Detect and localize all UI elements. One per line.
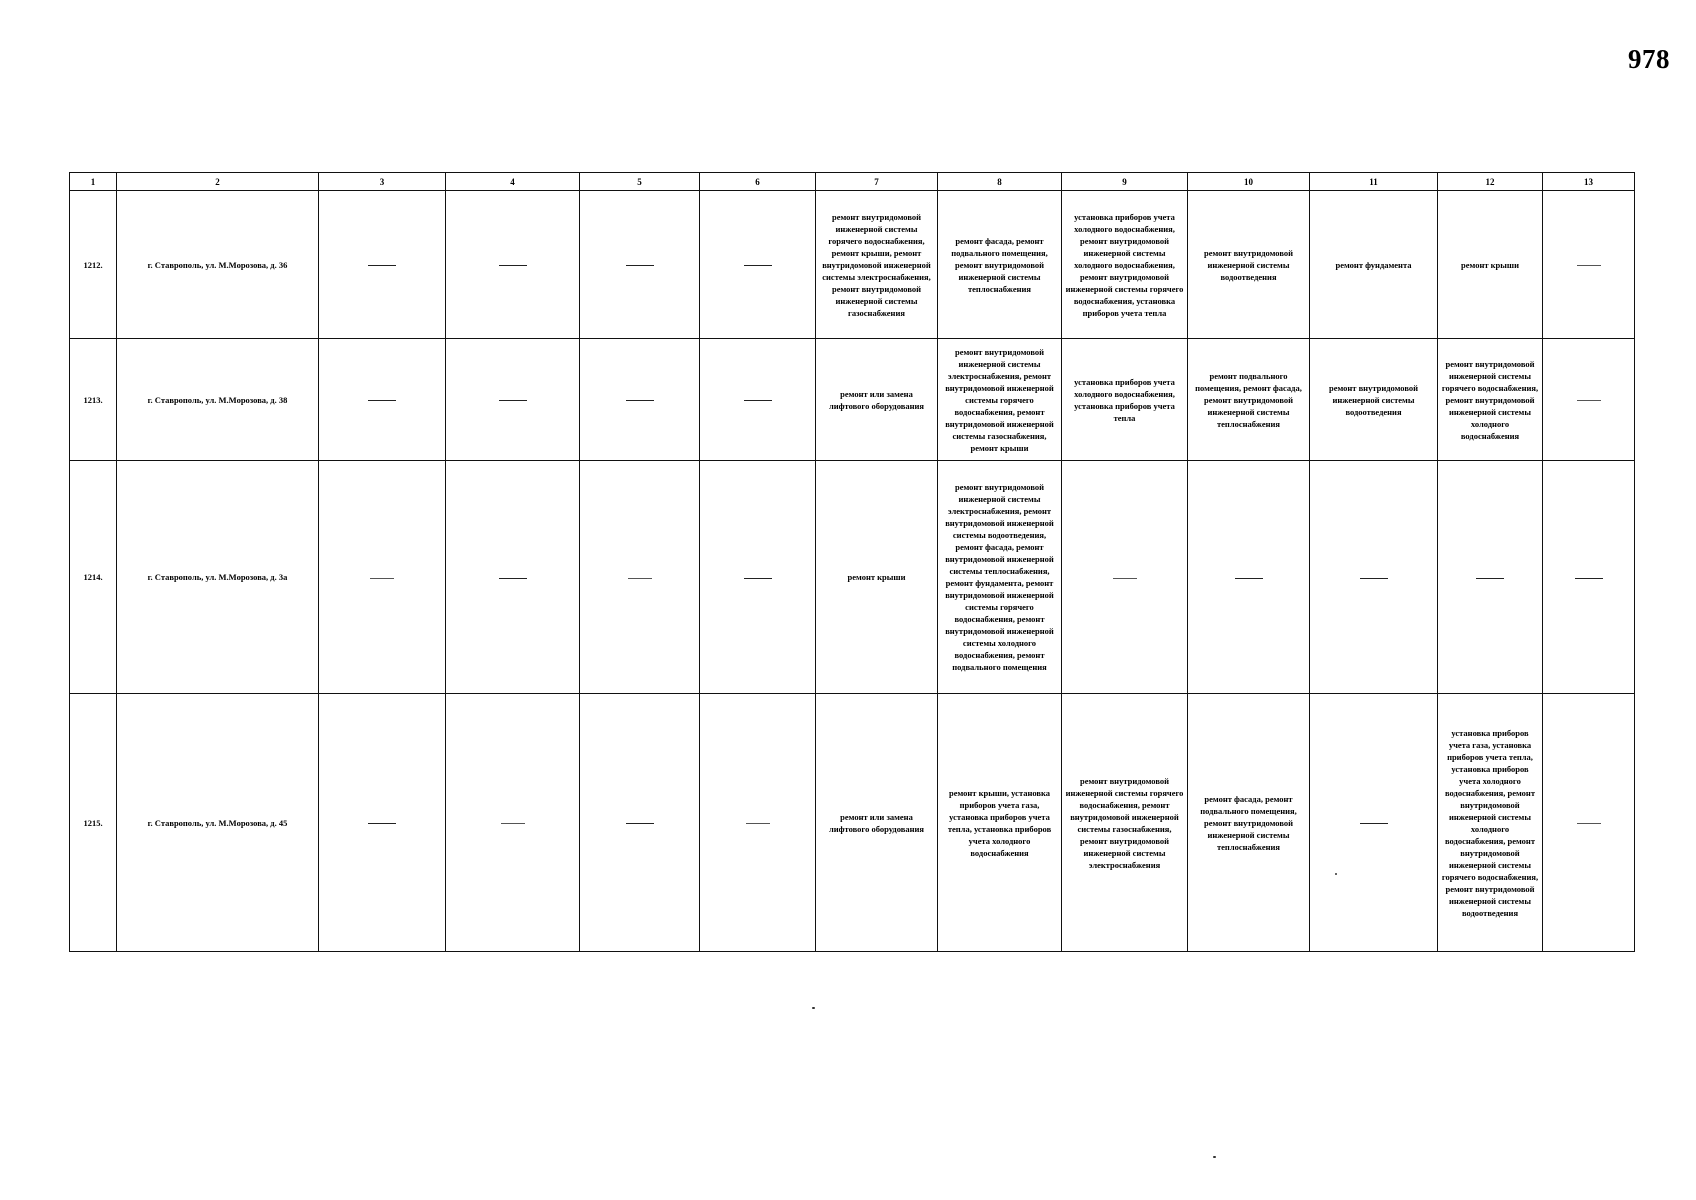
empty-dash-cell bbox=[580, 694, 700, 952]
address-cell: г. Ставрополь, ул. М.Морозова, д. 45 bbox=[117, 694, 319, 952]
column-number-row bbox=[70, 173, 1635, 191]
empty-dash-cell bbox=[1543, 339, 1635, 461]
dash-mark bbox=[368, 823, 396, 824]
column-number-header: 5 bbox=[580, 173, 700, 191]
dash-mark bbox=[368, 265, 396, 266]
work-cell: установка приборов учета холодного водоснабжения, ремонт внутридомовой инженерной системы холодного водоснабжения, ремонт внутридомовой инженерной системы горячего водоснабжения, установка приборов учета тепла bbox=[1062, 191, 1188, 339]
dash-mark bbox=[746, 823, 770, 824]
work-cell: ремонт фасада, ремонт подвального помещения, ремонт внутридомовой инженерной системы теплоснабжения bbox=[1188, 694, 1310, 952]
empty-dash-cell bbox=[319, 461, 446, 694]
empty-dash-cell bbox=[1438, 461, 1543, 694]
dash-mark bbox=[626, 823, 654, 824]
work-cell: ремонт внутридомовой инженерной системы горячего водоснабжения, ремонт внутридомовой инженерной системы холодного водоснабжения bbox=[1438, 339, 1543, 461]
table-row bbox=[70, 339, 1635, 461]
empty-dash-cell bbox=[700, 191, 816, 339]
empty-dash-cell bbox=[319, 339, 446, 461]
scan-speck bbox=[812, 1007, 815, 1009]
dash-mark bbox=[626, 400, 654, 401]
work-cell: ремонт крыши bbox=[816, 461, 938, 694]
dash-mark bbox=[368, 400, 396, 401]
scan-speck bbox=[1213, 1156, 1216, 1158]
column-number-header: 12 bbox=[1438, 173, 1543, 191]
table-row bbox=[70, 694, 1635, 952]
empty-dash-cell bbox=[1062, 461, 1188, 694]
empty-dash-cell bbox=[1310, 461, 1438, 694]
empty-dash-cell bbox=[446, 694, 580, 952]
row-number: 1214. bbox=[70, 461, 117, 694]
work-cell: ремонт внутридомовой инженерной системы горячего водоснабжения, ремонт крыши, ремонт внутридомовой инженерной системы электроснабжения, ремонт внутридомовой инженерной системы газоснабжения bbox=[816, 191, 938, 339]
column-number-header: 6 bbox=[700, 173, 816, 191]
column-number-header: 7 bbox=[816, 173, 938, 191]
work-cell: ремонт крыши bbox=[1438, 191, 1543, 339]
empty-dash-cell bbox=[1310, 694, 1438, 952]
dash-mark bbox=[744, 400, 772, 401]
empty-dash-cell bbox=[700, 461, 816, 694]
dash-mark bbox=[626, 265, 654, 266]
work-cell: ремонт внутридомовой инженерной системы водоотведения bbox=[1188, 191, 1310, 339]
work-cell: установка приборов учета холодного водоснабжения, установка приборов учета тепла bbox=[1062, 339, 1188, 461]
dash-mark bbox=[744, 578, 772, 579]
column-number-header: 10 bbox=[1188, 173, 1310, 191]
column-number-header: 8 bbox=[938, 173, 1062, 191]
table-row bbox=[70, 461, 1635, 694]
work-cell: ремонт внутридомовой инженерной системы горячего водоснабжения, ремонт внутридомовой инженерной системы газоснабжения, ремонт внутридомовой инженерной системы электроснабжения bbox=[1062, 694, 1188, 952]
column-number-header: 13 bbox=[1543, 173, 1635, 191]
column-number-header: 2 bbox=[117, 173, 319, 191]
empty-dash-cell bbox=[580, 339, 700, 461]
empty-dash-cell bbox=[1188, 461, 1310, 694]
work-cell: ремонт подвального помещения, ремонт фасада, ремонт внутридомовой инженерной системы теплоснабжения bbox=[1188, 339, 1310, 461]
work-cell: установка приборов учета газа, установка приборов учета тепла, установка приборов учета холодного водоснабжения, ремонт внутридомовой инженерной системы холодного водоснабжения, ремонт внутридомовой инженерной системы горячего водоснабжения, ремонт внутридомовой инженерной системы водоотведения bbox=[1438, 694, 1543, 952]
dash-mark bbox=[499, 578, 527, 579]
column-number-header: 11 bbox=[1310, 173, 1438, 191]
dash-mark bbox=[1577, 265, 1601, 266]
empty-dash-cell bbox=[1543, 191, 1635, 339]
work-cell: ремонт фасада, ремонт подвального помещения, ремонт внутридомовой инженерной системы теплоснабжения bbox=[938, 191, 1062, 339]
empty-dash-cell bbox=[580, 461, 700, 694]
empty-dash-cell bbox=[700, 339, 816, 461]
empty-dash-cell bbox=[446, 191, 580, 339]
empty-dash-cell bbox=[580, 191, 700, 339]
work-cell: ремонт внутридомовой инженерной системы электроснабжения, ремонт внутридомовой инженерной системы водоотведения, ремонт фасада, ремонт внутридомовой инженерной системы теплоснабжения, ремонт фундамента, ремонт внутридомовой инженерной системы горячего водоснабжения, ремонт внутридомовой инженерной системы холодного водоснабжения, ремонт подвального помещения bbox=[938, 461, 1062, 694]
column-number-header: 1 bbox=[70, 173, 117, 191]
work-cell: ремонт внутридомовой инженерной системы электроснабжения, ремонт внутридомовой инженерной системы горячего водоснабжения, ремонт внутридомовой инженерной системы газоснабжения, ремонт крыши bbox=[938, 339, 1062, 461]
empty-dash-cell bbox=[700, 694, 816, 952]
dash-mark bbox=[628, 578, 652, 579]
dash-mark bbox=[1577, 400, 1601, 401]
dash-mark bbox=[744, 265, 772, 266]
capital-repair-table bbox=[69, 172, 1635, 952]
empty-dash-cell bbox=[319, 191, 446, 339]
work-cell: ремонт или замена лифтового оборудования bbox=[816, 694, 938, 952]
work-cell: ремонт крыши, установка приборов учета газа, установка приборов учета тепла, установка приборов учета холодного водоснабжения bbox=[938, 694, 1062, 952]
empty-dash-cell bbox=[1543, 694, 1635, 952]
row-number: 1212. bbox=[70, 191, 117, 339]
work-cell: ремонт или замена лифтового оборудования bbox=[816, 339, 938, 461]
work-cell: ремонт внутридомовой инженерной системы водоотведения bbox=[1310, 339, 1438, 461]
dash-mark bbox=[370, 578, 394, 579]
column-number-header: 9 bbox=[1062, 173, 1188, 191]
column-number-header: 4 bbox=[446, 173, 580, 191]
dash-mark bbox=[1113, 578, 1137, 579]
scan-speck bbox=[1335, 873, 1337, 875]
dash-mark bbox=[1575, 578, 1603, 579]
table-row bbox=[70, 191, 1635, 339]
row-number: 1213. bbox=[70, 339, 117, 461]
dash-mark bbox=[501, 823, 525, 824]
dash-mark bbox=[1476, 578, 1504, 579]
dash-mark bbox=[499, 400, 527, 401]
empty-dash-cell bbox=[1543, 461, 1635, 694]
empty-dash-cell bbox=[446, 339, 580, 461]
dash-mark bbox=[1360, 823, 1388, 824]
page-number: 978 bbox=[1628, 44, 1670, 74]
dash-mark bbox=[1235, 578, 1263, 579]
empty-dash-cell bbox=[319, 694, 446, 952]
address-cell: г. Ставрополь, ул. М.Морозова, д. 38 bbox=[117, 339, 319, 461]
dash-mark bbox=[499, 265, 527, 266]
empty-dash-cell bbox=[446, 461, 580, 694]
dash-mark bbox=[1360, 578, 1388, 579]
address-cell: г. Ставрополь, ул. М.Морозова, д. 3а bbox=[117, 461, 319, 694]
work-cell: ремонт фундамента bbox=[1310, 191, 1438, 339]
address-cell: г. Ставрополь, ул. М.Морозова, д. 36 bbox=[117, 191, 319, 339]
dash-mark bbox=[1577, 823, 1601, 824]
row-number: 1215. bbox=[70, 694, 117, 952]
column-number-header: 3 bbox=[319, 173, 446, 191]
